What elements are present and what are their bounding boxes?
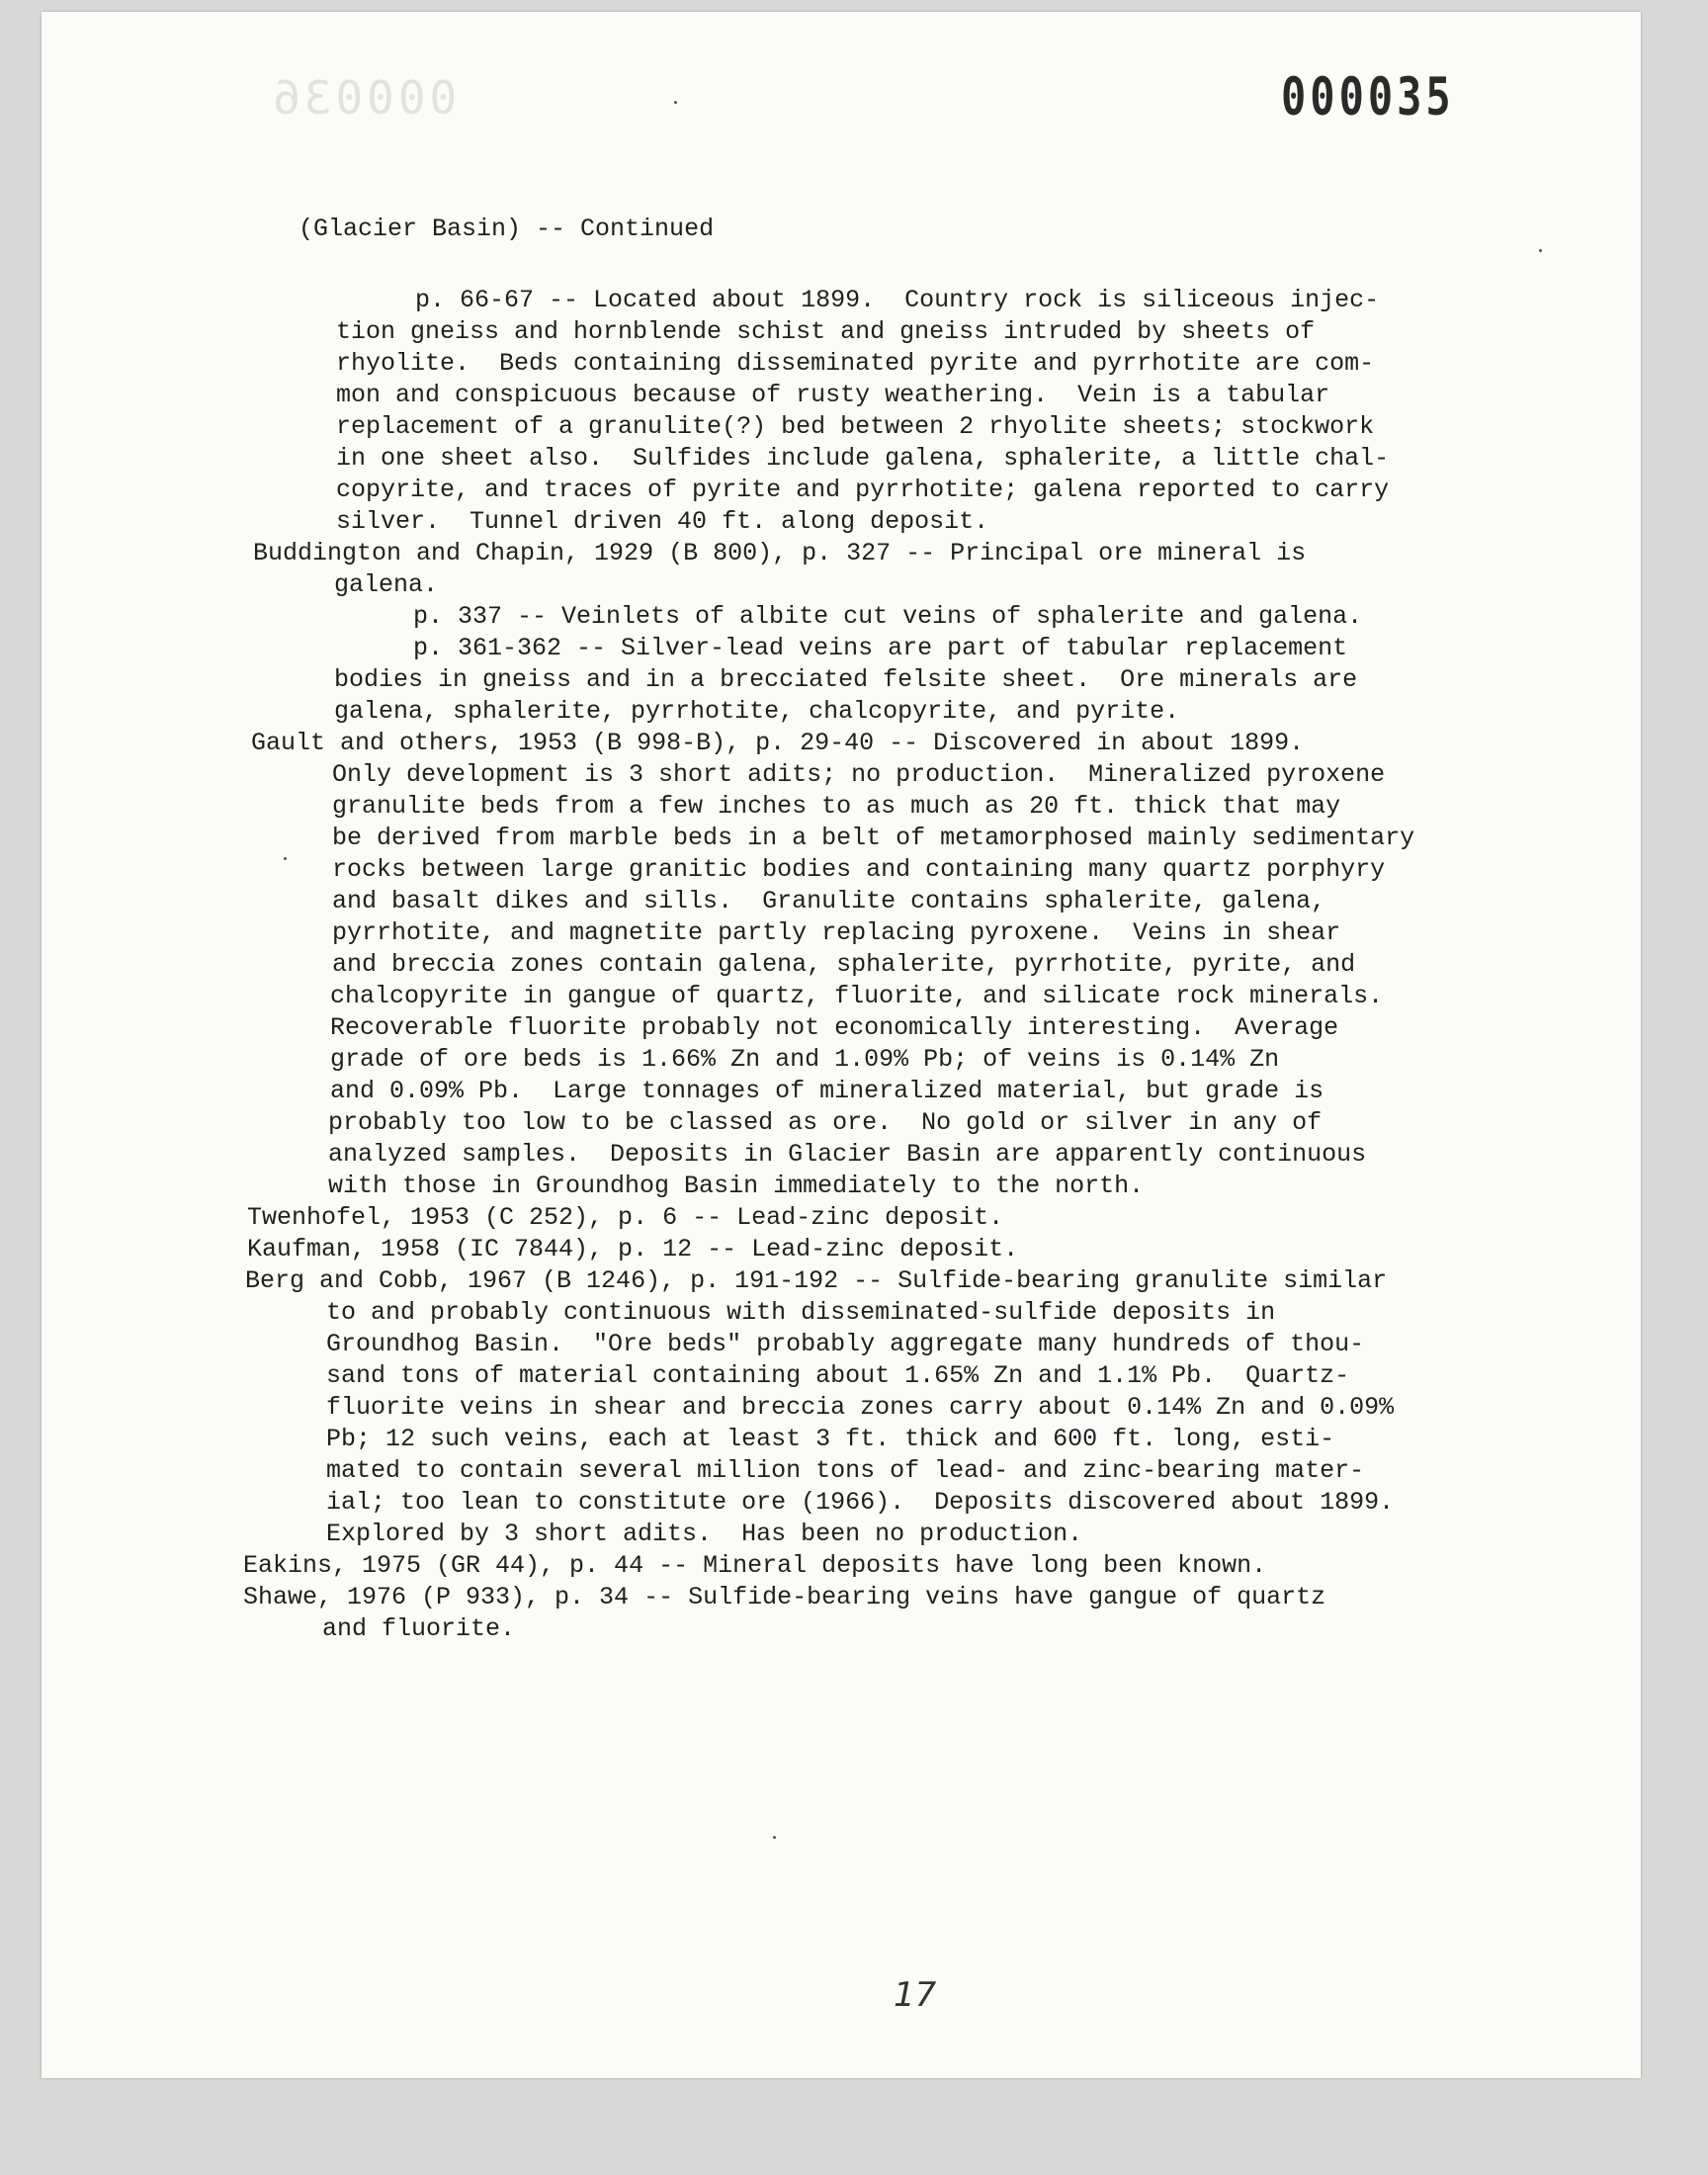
page-stamp-number: 000035 xyxy=(1281,66,1455,128)
text-line: sand tons of material containing about 1.65% Zn and 1.1% Pb. Quartz- xyxy=(326,1361,1350,1390)
text-line: to and probably continuous with disseminated-sulfide deposits in xyxy=(326,1298,1276,1327)
speck xyxy=(1539,249,1542,252)
text-line: Explored by 3 short adits. Has been no production. xyxy=(326,1520,1083,1548)
text-line: Eakins, 1975 (GR 44), p. 44 -- Mineral deposits have long been known. xyxy=(243,1551,1267,1580)
text-line: pyrrhotite, and magnetite partly replacing pyroxene. Veins in shear xyxy=(332,918,1341,947)
text-line: analyzed samples. Deposits in Glacier Basin are apparently continuous xyxy=(328,1140,1367,1169)
text-line: Buddington and Chapin, 1929 (B 800), p. 327 -- Principal ore mineral is xyxy=(253,539,1307,567)
text-line: and basalt dikes and sills. Granulite contains sphalerite, galena, xyxy=(332,887,1326,915)
text-line: rhyolite. Beds containing disseminated pyrite and pyrrhotite are com- xyxy=(336,349,1375,378)
text-line: silver. Tunnel driven 40 ft. along deposit. xyxy=(336,507,989,536)
text-line: Kaufman, 1958 (IC 7844), p. 12 -- Lead-zinc deposit. xyxy=(247,1235,1019,1263)
text-line: p. 66-67 -- Located about 1899. Country rock is siliceous injec- xyxy=(415,286,1380,314)
page-number: 17 xyxy=(894,1975,937,2015)
text-line: galena. xyxy=(334,570,439,599)
text-line: Twenhofel, 1953 (C 252), p. 6 -- Lead-zinc deposit. xyxy=(247,1203,1004,1232)
text-line: probably too low to be classed as ore. No gold or silver in any of xyxy=(328,1108,1323,1137)
text-line: Groundhog Basin. "Ore beds" probably aggregate many hundreds of thou- xyxy=(326,1330,1365,1358)
text-line: Shawe, 1976 (P 933), p. 34 -- Sulfide-bearing veins have gangue of quartz xyxy=(243,1583,1326,1611)
section-heading: (Glacier Basin) -- Continued xyxy=(299,215,715,243)
text-line: mon and conspicuous because of rusty weathering. Vein is a tabular xyxy=(336,381,1330,409)
text-line: tion gneiss and hornblende schist and gneiss intruded by sheets of xyxy=(336,317,1316,346)
document-page xyxy=(42,12,1641,2078)
text-line: Gault and others, 1953 (B 998-B), p. 29-40 -- Discovered in about 1899. xyxy=(251,729,1305,757)
text-line: Only development is 3 short adits; no production. Mineralized pyroxene xyxy=(332,760,1386,789)
text-line: bodies in gneiss and in a brecciated felsite sheet. Ore minerals are xyxy=(334,665,1358,694)
bleed-through-stamp: 000036 xyxy=(269,71,458,125)
text-line: and 0.09% Pb. Large tonnages of mineralized material, but grade is xyxy=(330,1077,1324,1105)
body-text xyxy=(42,285,1641,1645)
text-line: and fluorite. xyxy=(322,1614,516,1643)
text-line: in one sheet also. Sulfides include galena, sphalerite, a little chal- xyxy=(336,444,1390,473)
speck xyxy=(773,1836,776,1839)
text-line: Berg and Cobb, 1967 (B 1246), p. 191-192 -- Sulfide-bearing granulite similar xyxy=(245,1266,1388,1295)
text-line: with those in Groundhog Basin immediately to the north. xyxy=(328,1172,1145,1200)
text-line: copyrite, and traces of pyrite and pyrrhotite; galena reported to carry xyxy=(336,476,1390,504)
text-line: replacement of a granulite(?) bed between 2 rhyolite sheets; stockwork xyxy=(336,412,1375,441)
text-line: chalcopyrite in gangue of quartz, fluorite, and silicate rock minerals. xyxy=(330,982,1384,1010)
text-line: and breccia zones contain galena, sphalerite, pyrrhotite, pyrite, and xyxy=(332,950,1356,979)
text-line: granulite beds from a few inches to as much as 20 ft. thick that may xyxy=(332,792,1341,821)
text-line: p. 337 -- Veinlets of albite cut veins of sphalerite and galena. xyxy=(413,602,1363,631)
text-line: grade of ore beds is 1.66% Zn and 1.09% Pb; of veins is 0.14% Zn xyxy=(330,1045,1280,1074)
text-line: mated to contain several million tons of lead- and zinc-bearing mater- xyxy=(326,1456,1365,1485)
text-line: be derived from marble beds in a belt of metamorphosed mainly sedimentary xyxy=(332,824,1415,852)
text-line: rocks between large granitic bodies and containing many quartz porphyry xyxy=(332,855,1386,884)
speck xyxy=(674,101,677,104)
text-line: Pb; 12 such veins, each at least 3 ft. thick and 600 ft. long, esti- xyxy=(326,1425,1335,1453)
speck xyxy=(284,857,287,860)
text-line: galena, sphalerite, pyrrhotite, chalcopyrite, and pyrite. xyxy=(334,697,1180,726)
text-line: Recoverable fluorite probably not economically interesting. Average xyxy=(330,1013,1339,1042)
text-line: p. 361-362 -- Silver-lead veins are part of tabular replacement xyxy=(413,634,1348,662)
text-line: fluorite veins in shear and breccia zones carry about 0.14% Zn and 0.09% xyxy=(326,1393,1395,1422)
text-line: ial; too lean to constitute ore (1966). Deposits discovered about 1899. xyxy=(326,1488,1395,1517)
